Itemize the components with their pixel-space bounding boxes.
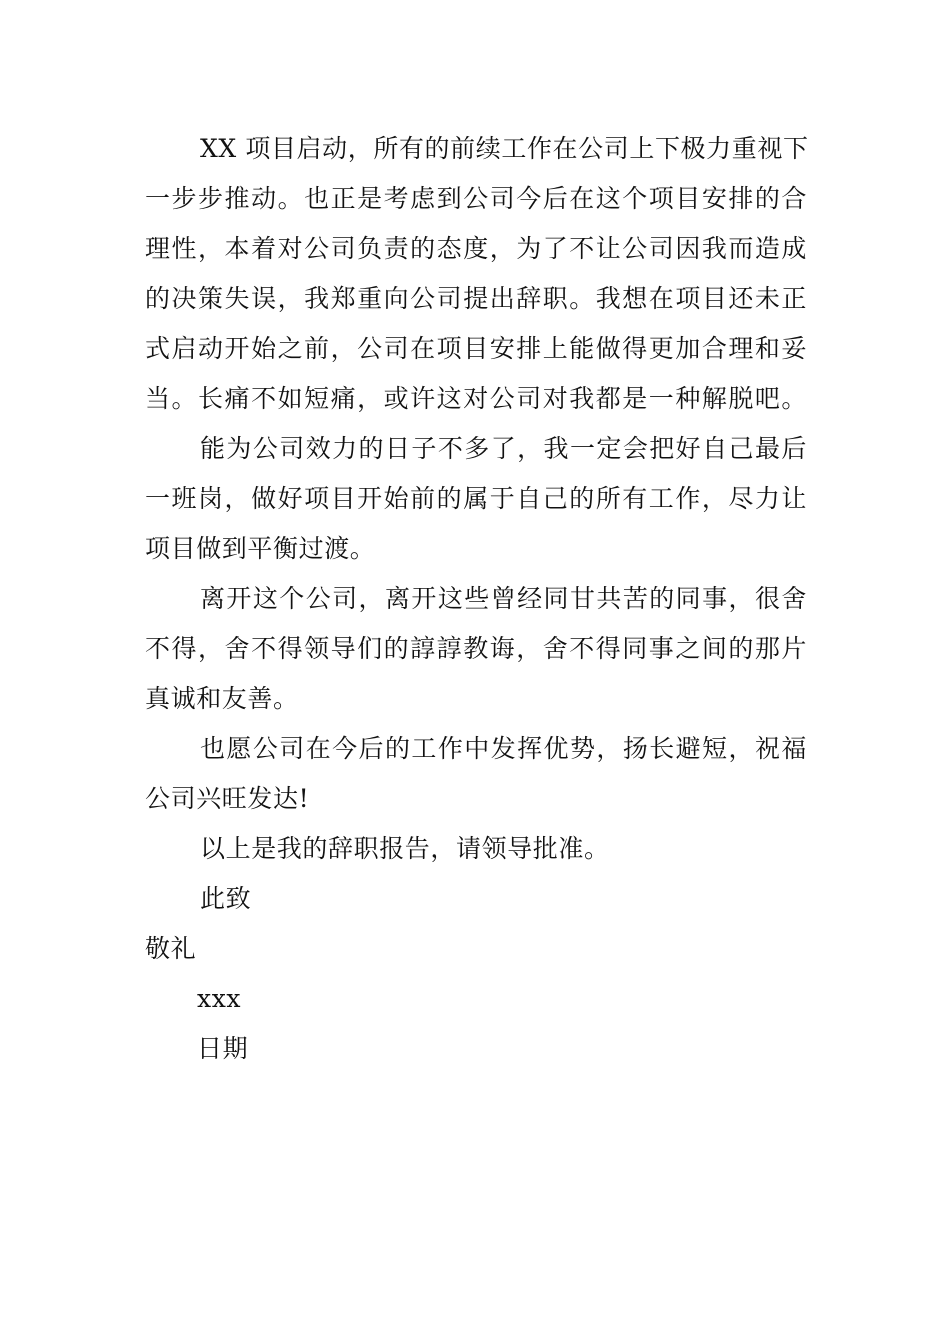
salutation: 此致	[200, 884, 252, 913]
date-label: 日期	[197, 1034, 249, 1063]
paragraph-3-line-2: 不得，舍不得领导们的諄諄教诲，舍不得同事之间的那片	[145, 634, 807, 663]
paragraph-1-line-5: 式启动开始之前，公司在项目安排上能做得更加合理和妥	[145, 334, 807, 363]
closing-request: 以上是我的辞职报告，请领导批准。	[200, 834, 610, 863]
paragraph-1-line-3: 理性，本着对公司负责的态度，为了不让公司因我而造成	[145, 234, 807, 263]
paragraph-2-line-2: 一班岗，做好项目开始前的属于自己的所有工作，尽力让	[145, 484, 807, 513]
paragraph-2	[145, 424, 807, 574]
paragraph-1-line-2: 一步步推动。也正是考虑到公司今后在这个项目安排的合	[145, 184, 807, 213]
paragraph-2-line-1: 能为公司效力的日子不多了，我一定会把好自己最后	[200, 434, 807, 463]
paragraph-1-line-1: XX 项目启动，所有的前续工作在公司上下极力重视下	[200, 134, 809, 163]
paragraph-1-line-4: 的决策失误，我郑重向公司提出辞职。我想在项目还未正	[145, 284, 807, 313]
paragraph-1-line-6: 当。长痛不如短痛，或许这对公司对我都是一种解脱吧。	[145, 384, 807, 413]
paragraph-2-line-3: 项目做到平衡过渡。	[145, 534, 376, 563]
paragraph-4-line-2: 公司兴旺发达!	[145, 784, 310, 813]
paragraph-3	[145, 574, 807, 724]
signature-name: xxx	[197, 984, 242, 1013]
regards: 敬礼	[145, 934, 197, 963]
paragraph-4-line-1: 也愿公司在今后的工作中发挥优势，扬长避短，祝福	[200, 734, 807, 763]
letter-body	[145, 124, 807, 1074]
paragraph-1	[145, 124, 807, 424]
paragraph-3-line-3: 真诚和友善。	[145, 684, 299, 713]
paragraph-4	[145, 724, 807, 824]
paragraph-3-line-1: 离开这个公司，离开这些曾经同甘共苦的同事，很舍	[200, 584, 807, 613]
